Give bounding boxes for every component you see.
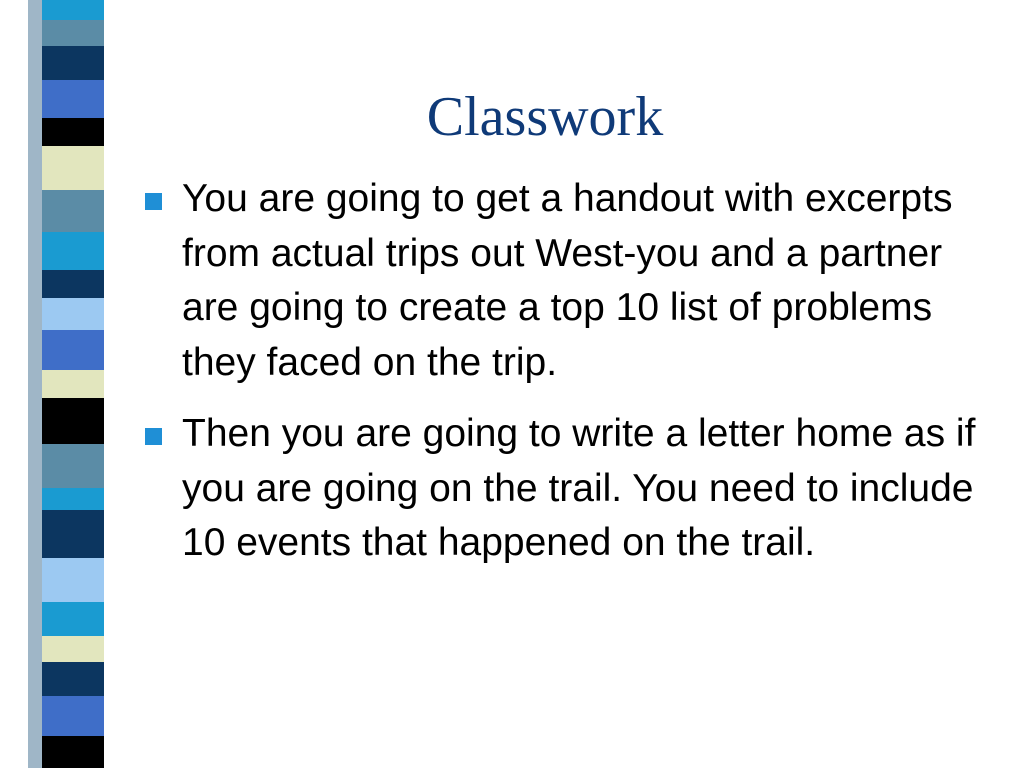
slide-title: Classwork (426, 86, 664, 148)
bullet-item (142, 407, 987, 571)
bullet-item (142, 172, 987, 390)
decorative-stripe-bar (28, 0, 104, 768)
stripe-bar-graphic (28, 0, 104, 768)
bullet-text: Then you are going to write a letter home as if you are going on the trail. You need to include 10 events that happened on the trail. (182, 412, 976, 564)
square-bullet-icon (145, 193, 162, 210)
bullet-text: You are going to get a handout with excerpts from actual trips out West-you and a partner are going to create a top 10 list of problems they faced on the trip. (182, 177, 953, 384)
square-bullet-icon (145, 428, 162, 445)
bullet-list (142, 172, 987, 588)
